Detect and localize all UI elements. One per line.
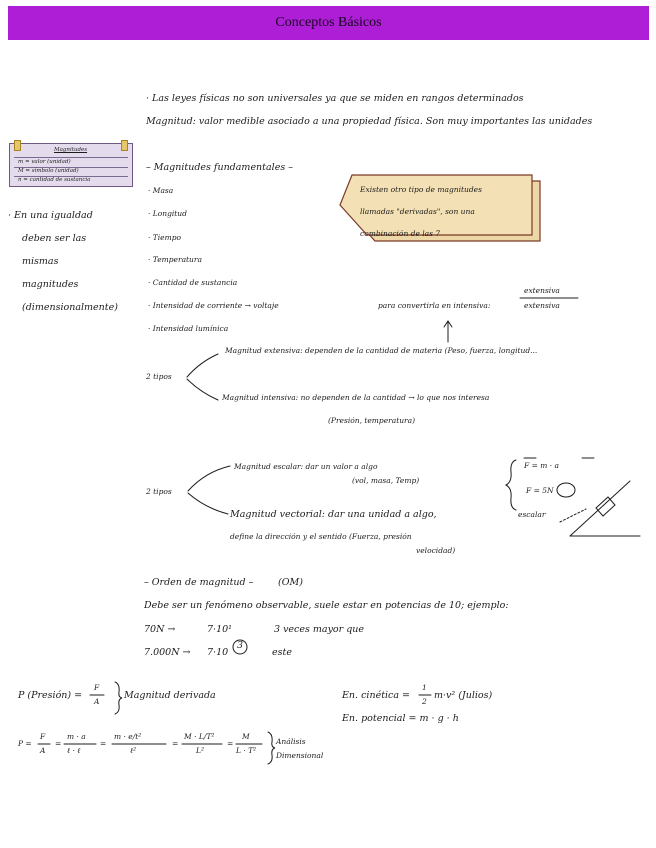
fundamental-item: · Longitud <box>148 209 187 218</box>
scalar-tag: escalar <box>518 510 546 519</box>
fundamental-item: · Intensidad lumínica <box>148 324 229 333</box>
chain-den: ℓ² <box>130 746 137 755</box>
extensive-magnitude: Magnitud extensiva: dependen de la cantidad de materia (Peso, fuerza, longitud... <box>225 346 538 355</box>
chain-equals: = <box>55 739 62 748</box>
sticky-row-3: n = cantidad de sustancia <box>18 177 91 183</box>
callout-line-2: llamadas "derivadas", son una <box>360 207 475 216</box>
force-value: F = 5N <box>526 486 554 495</box>
side-comment-1: · En una igualdad <box>8 210 93 221</box>
chain-den: ℓ · ℓ <box>67 746 81 755</box>
example-2-note: este <box>272 647 292 658</box>
newton-equation: F = m · a <box>524 461 559 470</box>
incline-slope <box>570 481 630 536</box>
brace-extensive <box>187 354 218 377</box>
intro-line-1: · Las leyes físicas no son universales ya que se miden en rangos determinados <box>146 93 524 104</box>
fundamental-item: · Intensidad de corriente → voltaje <box>148 301 279 310</box>
scalar-examples: (vol, masa, Temp) <box>352 476 420 485</box>
example-2-left: 7.000N → <box>144 647 191 658</box>
callout-line-1: Existen otro tipo de magnitudes <box>360 185 482 194</box>
intensive-examples: (Presión, temperatura) <box>328 416 416 425</box>
vector-examples: velocidad) <box>416 546 456 555</box>
pressure-note: Magnitud derivada <box>124 690 216 701</box>
types1-label: 2 tipos <box>146 372 172 381</box>
potential-energy: En. potencial = m · g · h <box>342 713 459 724</box>
fundamental-item: · Temperatura <box>148 255 202 264</box>
sticky-row-2: M = símbolo (unidad) <box>18 168 79 174</box>
example-1-left: 70N → <box>144 624 176 635</box>
vector-brace <box>506 460 516 510</box>
chain-note-1: Análisis <box>276 737 306 746</box>
page-title: Conceptos Básicos <box>275 15 382 30</box>
fundamental-item: · Tiempo <box>148 233 182 242</box>
chain-num: M · L/T² <box>184 732 215 741</box>
chain-equals: = <box>227 739 234 748</box>
order-description: Debe ser un fenómeno observable, suele estar en potencias de 10; ejemplo: <box>144 600 509 611</box>
fundamental-item: · Cantidad de sustancia <box>148 278 238 287</box>
fundamental-item: · Masa <box>148 186 174 195</box>
pressure-denominator: A <box>94 697 100 706</box>
brace-scalar <box>188 466 230 491</box>
kinetic-fraction-den: 2 <box>422 697 427 706</box>
chain-den: L² <box>196 746 204 755</box>
convert-label: para convertirla en intensiva: <box>378 301 491 310</box>
example-2-exponent: 3 <box>237 640 244 651</box>
chain-num: m · a <box>67 732 86 741</box>
example-1-right: 7·10¹ <box>207 624 232 635</box>
order-heading: – Orden de magnitud – <box>144 577 254 588</box>
kinetic-energy-rest: m·v² (Julios) <box>434 690 493 701</box>
incline-force-arrow <box>560 509 586 522</box>
types2-label: 2 tipos <box>146 487 172 496</box>
pressure-definition: P (Presión) = <box>18 690 83 701</box>
intensive-magnitude: Magnitud intensiva: no dependen de la cantidad → lo que nos interesa <box>222 393 490 402</box>
force-circle <box>557 483 575 497</box>
pressure-numerator: F <box>94 683 100 692</box>
order-abbr: (OM) <box>278 577 303 588</box>
pressure-brace <box>115 682 122 714</box>
chain-equals: = <box>100 739 107 748</box>
exponent-circle <box>233 640 247 654</box>
sticky-title: Magnitudes <box>54 147 88 153</box>
side-comment-3: mismas <box>22 256 59 267</box>
kinetic-energy-label: En. cinética = <box>342 690 411 701</box>
kinetic-fraction-num: 1 <box>422 683 427 692</box>
intro-line-2: Magnitud: valor medible asociado a una propiedad física. Son muy importantes las unidades <box>146 116 593 127</box>
chain-den: A <box>40 746 46 755</box>
sticky-row-1: m = valor (unidad) <box>18 159 71 165</box>
brace-vector <box>188 493 228 514</box>
side-comment-2: deben ser las <box>22 233 87 244</box>
side-comment-5: (dimensionalmente) <box>22 302 118 313</box>
convert-numerator: extensiva <box>524 286 560 295</box>
chain-p-label: P = <box>18 739 32 748</box>
scalar-magnitude: Magnitud escalar: dar un valor a algo <box>234 462 378 471</box>
convert-denominator: extensiva <box>524 301 560 310</box>
vector-magnitude: Magnitud vectorial: dar una unidad a algo, <box>230 509 437 520</box>
chain-num: M <box>242 732 250 741</box>
example-1-note: 3 veces mayor que <box>274 624 365 635</box>
chain-note-2: Dimensional <box>276 751 324 760</box>
chain-equals: = <box>172 739 179 748</box>
chain-den: L · T² <box>236 746 257 755</box>
fundamental-heading: – Magnitudes fundamentales – <box>146 162 293 173</box>
side-comment-4: magnitudes <box>22 279 79 290</box>
chain-num: m · e/t² <box>114 732 142 741</box>
incline-block <box>596 497 615 516</box>
callout-line-3: combinación de las 7 <box>360 229 441 238</box>
brace-intensive <box>187 379 218 400</box>
chain-brace <box>268 732 275 764</box>
example-2-right: 7·10 <box>207 647 229 658</box>
chain-num: F <box>40 732 46 741</box>
vector-definition: define la dirección y el sentido (Fuerza, presión <box>230 532 412 541</box>
